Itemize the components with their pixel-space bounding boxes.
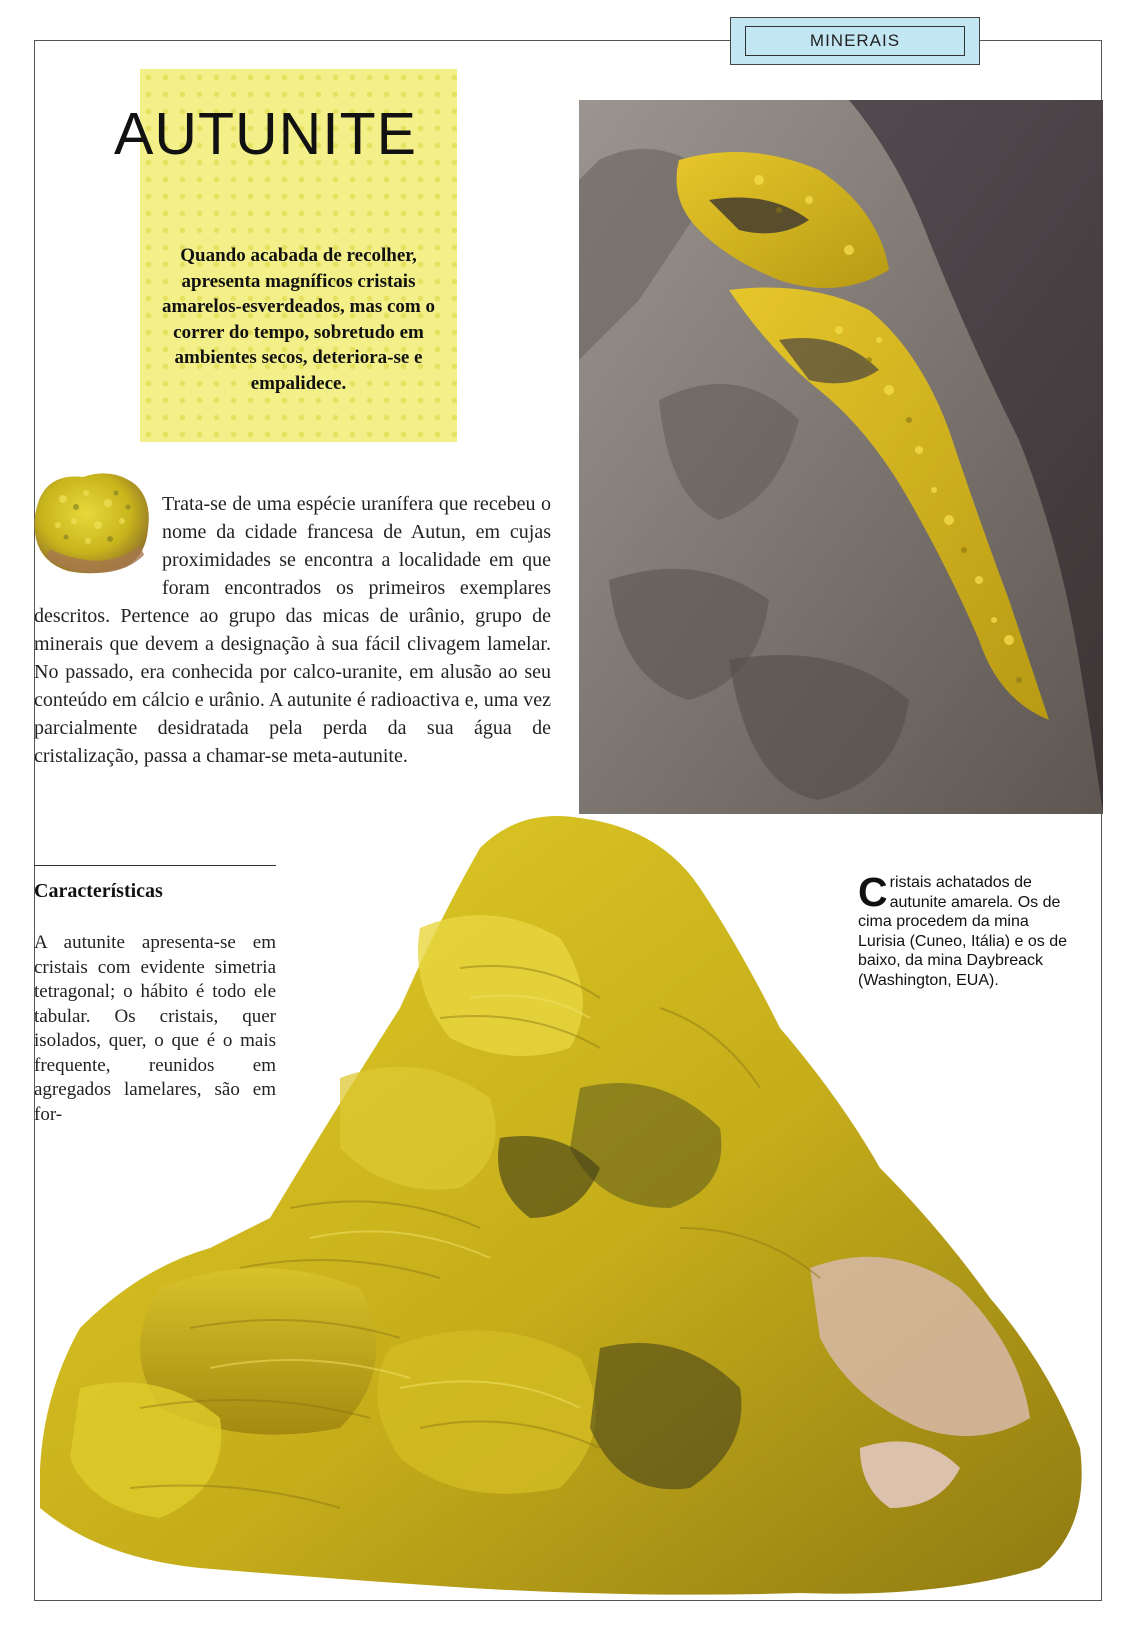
main-text — [34, 490, 551, 770]
caption-dropcap: C — [858, 869, 888, 915]
characteristics-heading: Características — [34, 880, 163, 902]
main-text-content: Trata-se de uma espécie uranífera que recebeu o nome da cidade francesa de Autun, em cujas proximidades se encontra a localidade em que foram encontrados os primeiros exemplares descritos. Pertence ao grupo das micas de urânio, grupo de minerais que devem a designação à sua fácil clivagem lamelar. No passado, era conhecida por calco-uranite, em alusão ao seu conteúdo em cálcio e urânio. A autunite é radioactiva e, uma vez parcialmente desidratada pela perda da sua água de cristalização, passa a chamar-se meta-autunite. — [34, 493, 551, 767]
page-frame-bottom — [34, 1600, 1102, 1601]
rock-crystals-photo — [579, 100, 1103, 814]
characteristics-text: A autunite apresenta-se em cristais com evidente simetria tetragonal; o hábito é todo ele tabular. Os cristais, quer isolados, quer, o que é o mais frequente, reunidos em agregados lamelares, são em for- — [34, 932, 276, 1125]
page-frame-left — [34, 40, 35, 1600]
page-title: AUTUNITE — [114, 101, 417, 167]
intro-text: Quando acabada de recolher, apresenta magníficos cristais amarelos-esverdeados, mas com o correr do tempo, sobretudo em ambientes secos, deteriora-se e empalidece. — [162, 245, 435, 394]
caption-text: ristais achatados de autunite amarela. Os de cima procedem da mina Lurisia (Cuneo, Itália) e os de baixo, da mina Daybreack (Washington, EUA). — [858, 874, 1067, 989]
section-label: MINERAIS — [745, 26, 965, 56]
section-tab — [730, 17, 980, 65]
photo-caption — [858, 869, 1070, 990]
